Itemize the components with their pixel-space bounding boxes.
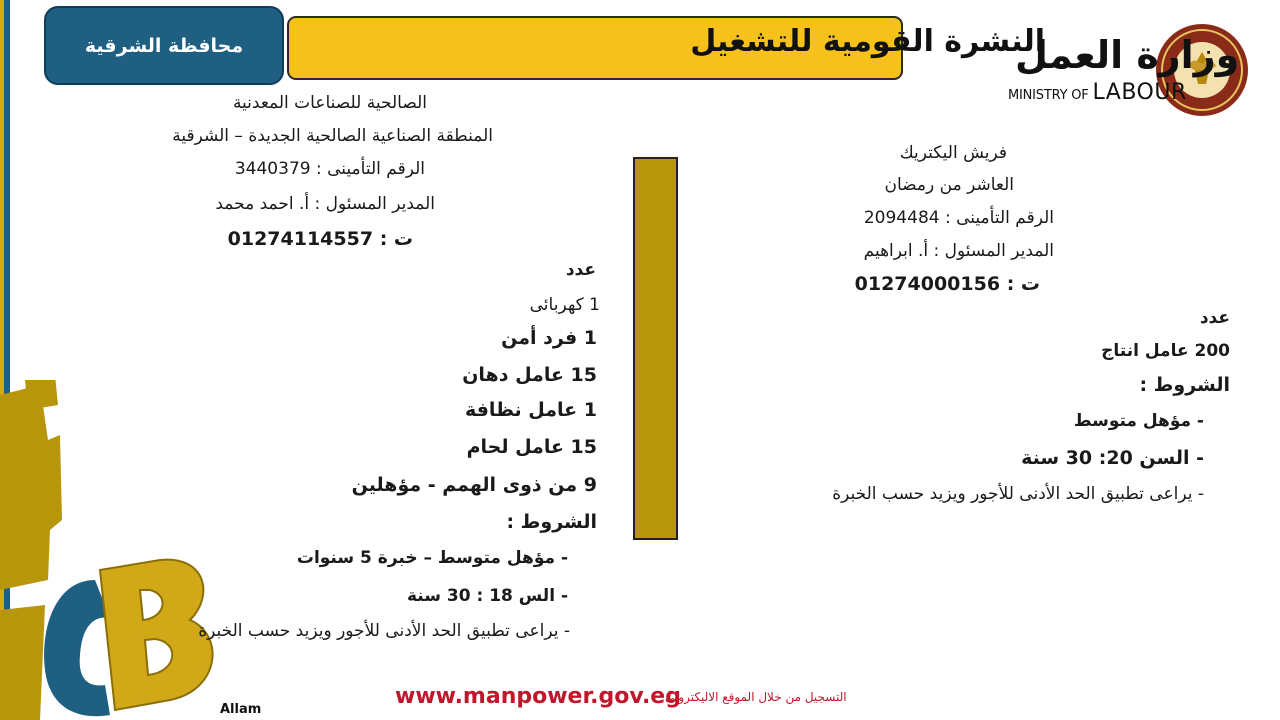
left-company-insurance: الرقم التأمينى : 3440379 <box>234 159 425 179</box>
left-condition-item: - يراعى تطبيق الحد الأدنى للأجور ويزيد حسب الخبرة <box>198 621 570 641</box>
left-job-item: 1 فرد أمن <box>501 327 597 349</box>
deco-gold-dot <box>25 380 58 410</box>
governorate-label: محافظة الشرقية <box>84 34 244 57</box>
left-company-location: المنطقة الصناعية الصالحية الجديدة – الشرقية <box>172 126 493 146</box>
right-conditions-label: الشروط : <box>1139 374 1230 396</box>
ministry-english-big: LABOUR <box>1092 80 1187 105</box>
left-job-item: 9 من ذوى الهمم - مؤهلين <box>351 474 597 496</box>
left-condition-item: - مؤهل متوسط – خبرة 5 سنوات <box>296 548 568 568</box>
ministry-english-name <box>1008 80 1187 105</box>
author-credit: Allam <box>220 702 262 717</box>
center-divider <box>633 157 678 540</box>
right-condition-item: - السن 20: 30 سنة <box>1021 447 1204 469</box>
governorate-badge <box>44 6 284 85</box>
right-company-location: العاشر من رمضان <box>884 175 1014 195</box>
deco-navy-c <box>44 580 110 716</box>
right-company-insurance: الرقم التأمينى : 2094484 <box>863 208 1054 228</box>
left-company-name: الصالحية للصناعات المعدنية <box>232 93 427 113</box>
deco-gold-b <box>100 560 213 710</box>
right-condition-item: - يراعى تطبيق الحد الأدنى للأجور ويزيد حسب الخبرة <box>832 484 1204 504</box>
left-conditions-label: الشروط : <box>506 511 597 533</box>
ministry-arabic-name: وزارة العمل <box>1015 33 1240 77</box>
deco-gold-bar <box>0 605 45 720</box>
left-job-item: 15 عامل دهان <box>462 364 597 386</box>
right-count-label: عدد <box>1199 308 1230 328</box>
right-condition-item: - مؤهل متوسط <box>1073 411 1204 431</box>
left-job-item: 1 عامل نظافة <box>464 399 597 421</box>
left-company-phone: ت : 01274114557 <box>227 228 413 250</box>
left-job-item: 1 كهربائى <box>529 295 600 315</box>
right-company-name: فريش اليكتريك <box>899 143 1007 163</box>
website-link[interactable]: www.manpower.gov.eg <box>395 684 681 709</box>
left-job-item: 15 عامل لحام <box>466 436 597 458</box>
ministry-english-small: MINISTRY OF <box>1008 88 1093 103</box>
deco-gold-shape <box>0 385 62 590</box>
page-title: النشرة القومية للتشغيل <box>690 24 1045 59</box>
right-job-item: 200 عامل انتاج <box>1101 341 1230 361</box>
left-condition-item: - الس 18 : 30 سنة <box>406 586 568 606</box>
registration-note: التسجيل من خلال الموقع الاليكترونى <box>665 690 847 704</box>
right-company-manager: المدير المسئول : أ. ابراهيم <box>863 241 1054 261</box>
right-company-phone: ت : 01274000156 <box>854 273 1040 295</box>
decorative-letters <box>0 380 230 720</box>
left-company-manager: المدير المسئول : أ. احمد محمد <box>215 194 435 214</box>
left-count-label: عدد <box>565 260 596 280</box>
